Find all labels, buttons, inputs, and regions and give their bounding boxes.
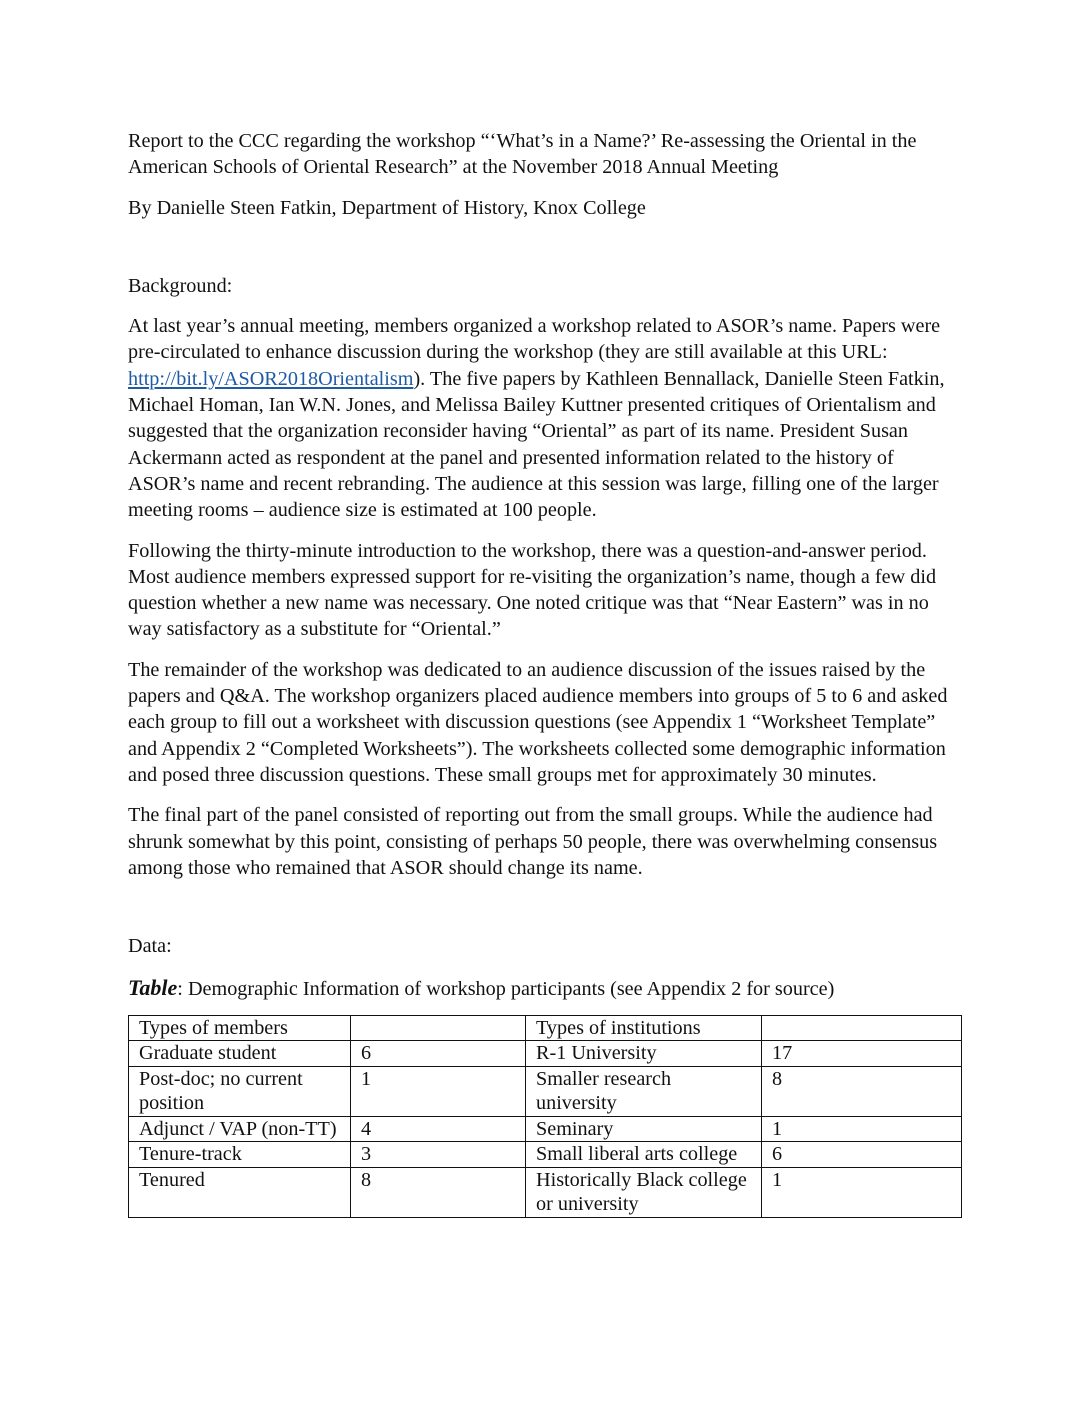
background-heading: Background: bbox=[128, 274, 233, 297]
paragraph-discussion: The remainder of the workshop was dedicated to an audience discussion of the issues raised by the papers and Q&A. The workshop organizers placed audience members into groups of 5 to 6 and asked each group to fill out a worksheet with discussion questions (see Appendix 1 “Worksheet Template” and Appendix 2 “Completed Worksheets”). The worksheets collected some demographic information and posed three discussion questions. These small groups met for approximately 30 minutes. bbox=[128, 658, 948, 786]
paragraph-text: ). The five papers by Kathleen Bennallack, Danielle Steen Fatkin, Michael Homan, Ian W.N. Jones, and Melissa Bailey Kuttner presented critiques of Orientalism and suggested that the organization reconsider having “Oriental” as part of its name. President Susan Ackermann acted as respondent at the panel and presented information related to the history of ASOR’s name and recent rebranding. The audience at this session was large, filling one of the larger meeting rooms – audience size is estimated at 100 people. bbox=[128, 367, 945, 522]
header-member-types: Types of members bbox=[129, 1015, 351, 1041]
table-caption-label: Table bbox=[128, 975, 178, 1001]
byline: By Danielle Steen Fatkin, Department of History, Knox College bbox=[128, 196, 646, 219]
institution-type-cell: Historically Black college or university bbox=[526, 1167, 762, 1217]
table-row bbox=[129, 1116, 962, 1142]
table-row bbox=[129, 1142, 962, 1168]
member-count-cell: 3 bbox=[351, 1142, 526, 1168]
report-title: Report to the CCC regarding the workshop “‘What’s in a Name?’ Re-assessing the Oriental in the American Schools of Oriental Research” at the November 2018 Annual Meeting bbox=[128, 130, 917, 179]
table-row bbox=[129, 1167, 962, 1217]
institution-type-cell: Smaller research university bbox=[526, 1066, 762, 1116]
header-member-count bbox=[351, 1015, 526, 1041]
paragraph-workshop-overview bbox=[128, 313, 962, 523]
member-count-cell: 1 bbox=[351, 1066, 526, 1116]
table-caption bbox=[128, 975, 962, 1002]
institution-type-cell: R-1 University bbox=[526, 1041, 762, 1067]
table-caption-text: : Demographic Information of workshop participants (see Appendix 2 for source) bbox=[177, 978, 835, 1001]
document-page bbox=[128, 128, 962, 1218]
institution-count-cell: 6 bbox=[762, 1142, 962, 1168]
paragraph-reporting: The final part of the panel consisted of reporting out from the small groups. While the audience had shrunk somewhat by this point, consisting of perhaps 50 people, there was overwhelming consensus among those who remained that ASOR should change its name. bbox=[128, 804, 938, 879]
member-type-cell: Tenure-track bbox=[129, 1142, 351, 1168]
member-count-cell: 4 bbox=[351, 1116, 526, 1142]
header-institution-types: Types of institutions bbox=[526, 1015, 762, 1041]
institution-count-cell: 1 bbox=[762, 1116, 962, 1142]
table-row bbox=[129, 1041, 962, 1067]
member-type-cell: Adjunct / VAP (non-TT) bbox=[129, 1116, 351, 1142]
institution-count-cell: 17 bbox=[762, 1041, 962, 1067]
institution-count-cell: 1 bbox=[762, 1167, 962, 1217]
institution-count-cell: 8 bbox=[762, 1066, 962, 1116]
papers-url-link[interactable]: http://bit.ly/ASOR2018Orientalism bbox=[128, 367, 414, 390]
member-type-cell: Tenured bbox=[129, 1167, 351, 1217]
paragraph-question-answer: Following the thirty-minute introduction to the workshop, there was a question-and-answer period. Most audience members expressed support for re-visiting the organization’s name, though a few did question whether a new name was necessary. One noted critique was that “Near Eastern” was in no way satisfactory as a substitute for “Oriental.” bbox=[128, 539, 937, 641]
table-row bbox=[129, 1066, 962, 1116]
member-count-cell: 8 bbox=[351, 1167, 526, 1217]
paragraph-text: At last year’s annual meeting, members organized a workshop related to ASOR’s name. Papers were pre-circulated to enhance discussion during the workshop (they are still available at this URL: bbox=[128, 315, 941, 364]
member-type-cell: Graduate student bbox=[129, 1041, 351, 1067]
member-type-cell: Post-doc; no current position bbox=[129, 1066, 351, 1116]
member-count-cell: 6 bbox=[351, 1041, 526, 1067]
demographics-table bbox=[128, 1015, 962, 1218]
institution-type-cell: Seminary bbox=[526, 1116, 762, 1142]
data-heading: Data: bbox=[128, 935, 172, 958]
header-institution-count bbox=[762, 1015, 962, 1041]
table-header-row bbox=[129, 1015, 962, 1041]
institution-type-cell: Small liberal arts college bbox=[526, 1142, 762, 1168]
